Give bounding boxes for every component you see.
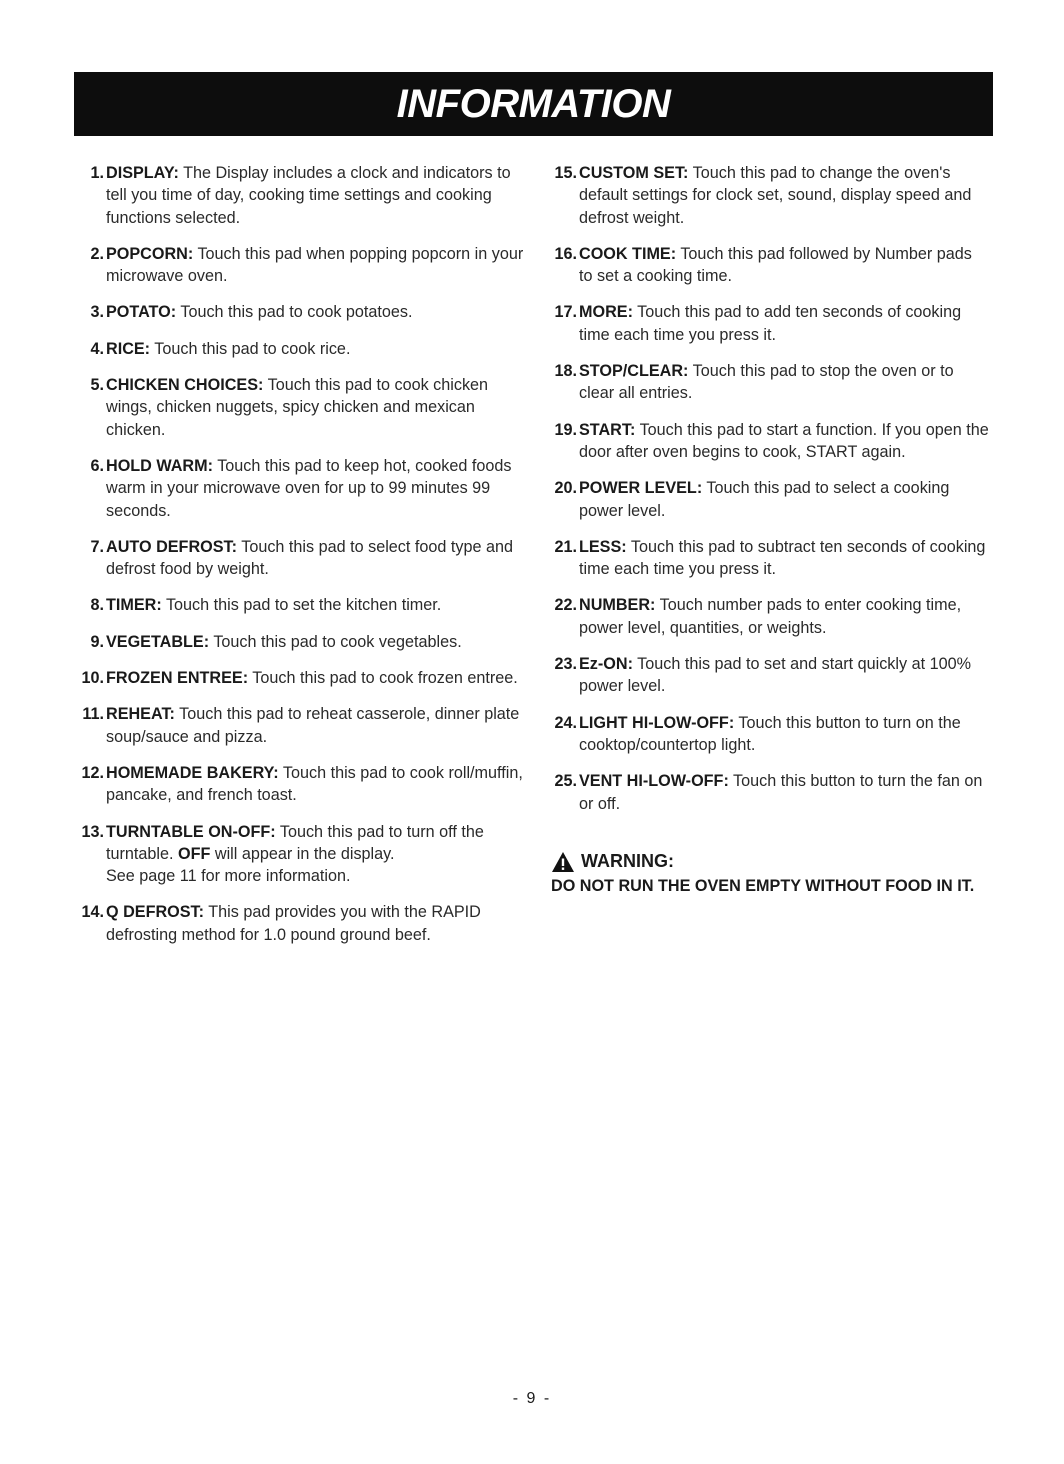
item-term: STOP/CLEAR: [579, 362, 689, 381]
left-column [76, 162, 526, 960]
item-number: 20. [554, 479, 577, 498]
item-description: Touch this pad to set and start quickly at 100% power level. [579, 655, 971, 696]
item-number: 7. [90, 537, 104, 556]
item-description: Touch number pads to enter cooking time, power level, quantities, or weights. [579, 596, 962, 637]
warning-triangle-icon [551, 851, 575, 873]
item-description: Touch this pad followed by Number pads to set a cooking time. [579, 244, 972, 286]
item-term: LESS: [579, 537, 627, 556]
item-number: 23. [554, 655, 577, 674]
item-number: 18. [554, 362, 577, 381]
item-number: 3. [90, 303, 104, 322]
page-title: INFORMATION [396, 81, 671, 126]
item-number: 16. [554, 244, 577, 263]
list-item [76, 162, 526, 229]
list-item [549, 162, 989, 229]
item-number: 9. [90, 632, 104, 651]
list-item [549, 477, 989, 522]
list-item [549, 301, 989, 346]
item-number: 4. [90, 339, 104, 358]
item-number: 14. [81, 903, 104, 922]
list-item [76, 455, 526, 522]
item-term: TIMER: [106, 596, 162, 615]
item-description: Touch this button to turn the fan on or off. [579, 772, 983, 813]
item-description: Touch this pad to set the kitchen timer. [161, 596, 442, 615]
item-term: RICE: [106, 339, 151, 358]
item-term: COOK TIME: [579, 244, 677, 263]
item-description: The Display includes a clock and indicators to tell you time of day, cooking time settings and cooking functions selected. [106, 164, 511, 227]
item-number: 13. [81, 822, 104, 841]
list-item [76, 301, 526, 323]
list-item [76, 631, 526, 653]
list-item [76, 762, 526, 807]
item-description: Touch this pad to keep hot, cooked foods warm in your microwave oven for up to 99 minutes 99 seconds. [106, 456, 512, 520]
item-term: MORE: [579, 303, 633, 322]
list-item [76, 338, 526, 360]
item-term: TURNTABLE ON-OFF: [106, 822, 276, 841]
item-description: Touch this pad to turn off the turntable. [106, 822, 484, 863]
item-description: Touch this button to turn on the cooktop/countertop light. [579, 713, 961, 754]
item-term: AUTO DEFROST: [106, 537, 238, 556]
item-term: VEGETABLE: [106, 632, 210, 651]
item-number: 17. [554, 303, 577, 322]
item-number: 1. [90, 164, 104, 182]
item-term: FROZEN ENTREE: [106, 669, 249, 688]
item-description: Touch this pad to add ten seconds of cooking time each time you press it. [579, 303, 962, 344]
warning-title: WARNING: [581, 851, 674, 872]
item-description: Touch this pad to cook roll/muffin, pancake, and french toast. [106, 763, 523, 805]
item-description: Touch this pad to reheat casserole, dinner plate soup/sauce and pizza. [106, 705, 520, 746]
item-description: Touch this pad to subtract ten seconds of cooking time each time you press it. [579, 537, 986, 579]
item-number: 6. [90, 456, 104, 475]
list-item [549, 243, 989, 288]
list-item [76, 374, 526, 441]
item-note: See page 11 for more information. [106, 867, 351, 886]
list-item [76, 536, 526, 581]
list-item [76, 667, 526, 689]
item-term: Ez-ON: [579, 655, 633, 674]
item-term: DISPLAY: [106, 164, 179, 182]
list-item [549, 594, 989, 639]
item-description-cont: will appear in the display. [210, 844, 395, 863]
item-description: Touch this pad to change the oven's default settings for clock set, sound, display speed and defrost weight. [579, 164, 972, 227]
item-term: REHEAT: [106, 705, 175, 724]
right-column [549, 162, 989, 897]
item-term: HOMEMADE BAKERY: [106, 763, 279, 782]
item-number: 11. [82, 705, 104, 724]
item-number: 21. [554, 537, 577, 556]
list-item [549, 419, 989, 464]
item-term: CUSTOM SET: [579, 164, 689, 182]
item-number: 10. [81, 669, 104, 688]
item-description: Touch this pad to cook potatoes. [176, 303, 413, 322]
list-item [549, 653, 989, 698]
page-number: - 9 - [512, 1390, 552, 1407]
item-description: Touch this pad to stop the oven or to clear all entries. [579, 362, 954, 403]
item-term: HOLD WARM: [106, 456, 213, 475]
item-number: 22. [554, 596, 577, 615]
item-number: 24. [554, 713, 577, 732]
item-description: Touch this pad to cook rice. [150, 339, 351, 358]
item-term: START: [579, 420, 636, 439]
list-item [76, 594, 526, 616]
item-description: Touch this pad to cook frozen entree. [248, 669, 518, 688]
item-number: 8. [90, 596, 104, 615]
list-item [76, 821, 526, 888]
item-term: Q DEFROST: [106, 903, 205, 922]
list-item [549, 712, 989, 757]
list-item [76, 703, 526, 748]
item-term: NUMBER: [579, 596, 656, 615]
warning-block [549, 851, 989, 897]
item-number: 12. [81, 763, 104, 782]
page-header-banner [74, 72, 993, 136]
item-term: POWER LEVEL: [579, 479, 703, 498]
item-number: 25. [554, 772, 577, 791]
list-item [549, 360, 989, 405]
item-term: POTATO: [106, 303, 177, 322]
item-description: Touch this pad to select food type and defrost food by weight. [106, 537, 513, 579]
item-number: 5. [90, 376, 104, 395]
item-description: Touch this pad to start a function. If you open the door after oven begins to cook, START again. [579, 420, 989, 461]
warning-heading [551, 851, 989, 873]
item-term: POPCORN: [106, 244, 194, 263]
item-description: Touch this pad to cook vegetables. [209, 632, 462, 651]
item-term: LIGHT HI-LOW-OFF: [579, 713, 735, 732]
item-number: 2. [90, 244, 104, 263]
item-description: This pad provides you with the RAPID defrosting method for 1.0 pound ground beef. [106, 903, 481, 944]
item-number: 15. [554, 164, 577, 182]
item-description: Touch this pad to cook chicken wings, chicken nuggets, spicy chicken and mexican chicken. [106, 376, 489, 439]
list-item [76, 901, 526, 946]
item-description: Touch this pad to select a cooking power level. [579, 479, 950, 520]
list-item [549, 770, 989, 815]
item-term: CHICKEN CHOICES: [106, 376, 264, 395]
item-number: 19. [554, 420, 577, 439]
warning-text: DO NOT RUN THE OVEN EMPTY WITHOUT FOOD IN IT. [551, 876, 975, 895]
off-keyword: OFF [178, 844, 211, 863]
list-item [549, 536, 989, 581]
item-description: Touch this pad when popping popcorn in your microwave oven. [106, 244, 524, 286]
list-item [76, 243, 526, 288]
item-term: VENT HI-LOW-OFF: [579, 772, 729, 791]
